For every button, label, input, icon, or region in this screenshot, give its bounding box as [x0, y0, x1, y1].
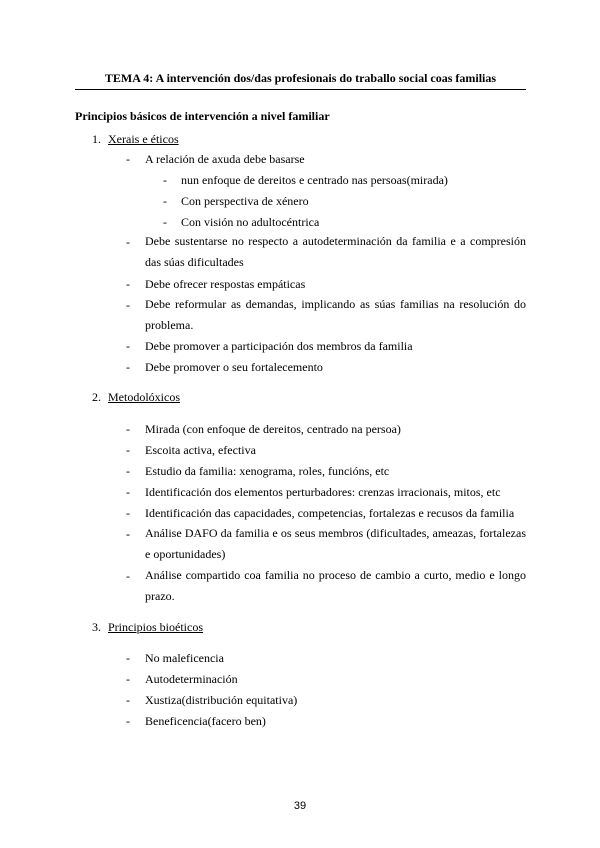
list-item: Debe promover o seu fortalecemento [145, 360, 323, 374]
bullet-dash: - [126, 152, 130, 166]
list-item: Autodeterminación [145, 672, 238, 686]
bullet-dash: - [163, 194, 167, 208]
list-item: Debe sustentarse no respecto a autodeterminación da familia e a compresión das súas dificultades [145, 234, 526, 269]
bullet-dash: - [126, 277, 130, 291]
bullet-dash: - [126, 443, 130, 457]
bullet-dash: - [126, 464, 130, 478]
list-item: No maleficencia [145, 651, 224, 665]
sub-list-item: Con perspectiva de xénero [181, 194, 309, 208]
section-1-label: Xerais e éticos [108, 132, 179, 146]
list-item: Beneficencia(facero ben) [145, 714, 266, 728]
list-item: Debe promover a participación dos membros da familia [145, 339, 413, 353]
section-3-label: Principios bioéticos [108, 620, 203, 634]
sub-list-item: nun enfoque de dereitos e centrado nas persoas(mirada) [181, 173, 448, 187]
list-item: Mirada (con enfoque de dereitos, centrado na persoa) [145, 422, 401, 436]
bullet-dash: - [126, 569, 130, 583]
bullet-dash: - [126, 527, 130, 541]
list-item: A relación de axuda debe basarse [145, 152, 305, 166]
section-2-label: Metodolóxicos [108, 390, 180, 404]
section-title: Principios básicos de intervención a nivel familiar [75, 109, 330, 123]
list-item: Escoita activa, efectiva [145, 443, 256, 457]
bullet-dash: - [163, 215, 167, 229]
section-2-number: 2. [92, 390, 101, 404]
list-item: Análise compartido coa familia no proceso de cambio a curto, medio e longo prazo. [145, 568, 526, 603]
bullet-dash: - [126, 714, 130, 728]
bullet-dash: - [126, 506, 130, 520]
bullet-dash: - [126, 298, 130, 312]
list-item: Debe reformular as demandas, implicando as súas familias na resolución do problema. [145, 297, 526, 332]
bullet-dash: - [126, 651, 130, 665]
section-3-number: 3. [92, 620, 101, 634]
page-number: 39 [293, 800, 307, 812]
bullet-dash: - [126, 339, 130, 353]
list-item: Debe ofrecer respostas empáticas [145, 277, 306, 291]
bullet-dash: - [163, 173, 167, 187]
header-divider [75, 89, 526, 90]
bullet-dash: - [126, 235, 130, 249]
bullet-dash: - [126, 360, 130, 374]
bullet-dash: - [126, 693, 130, 707]
list-item: Análise DAFO da familia e os seus membros (dificultades, ameazas, fortalezas e oportunidades) [145, 526, 526, 561]
section-1-number: 1. [92, 132, 101, 146]
list-item: Identificación das capacidades, competencias, fortalezas e recusos da familia [145, 506, 515, 520]
bullet-dash: - [126, 485, 130, 499]
list-item: Xustiza(distribución equitativa) [145, 693, 298, 707]
list-item: Estudio da familia: xenograma, roles, funcións, etc [145, 464, 390, 478]
bullet-dash: - [126, 672, 130, 686]
sub-list-item: Con visión no adultocéntrica [181, 215, 320, 229]
page-header-title: TEMA 4: A intervención dos/das profesionais do traballo social coas familias [104, 71, 497, 85]
bullet-dash: - [126, 422, 130, 436]
list-item: Identificación dos elementos perturbadores: crenzas irracionais, mitos, etc [145, 485, 501, 499]
